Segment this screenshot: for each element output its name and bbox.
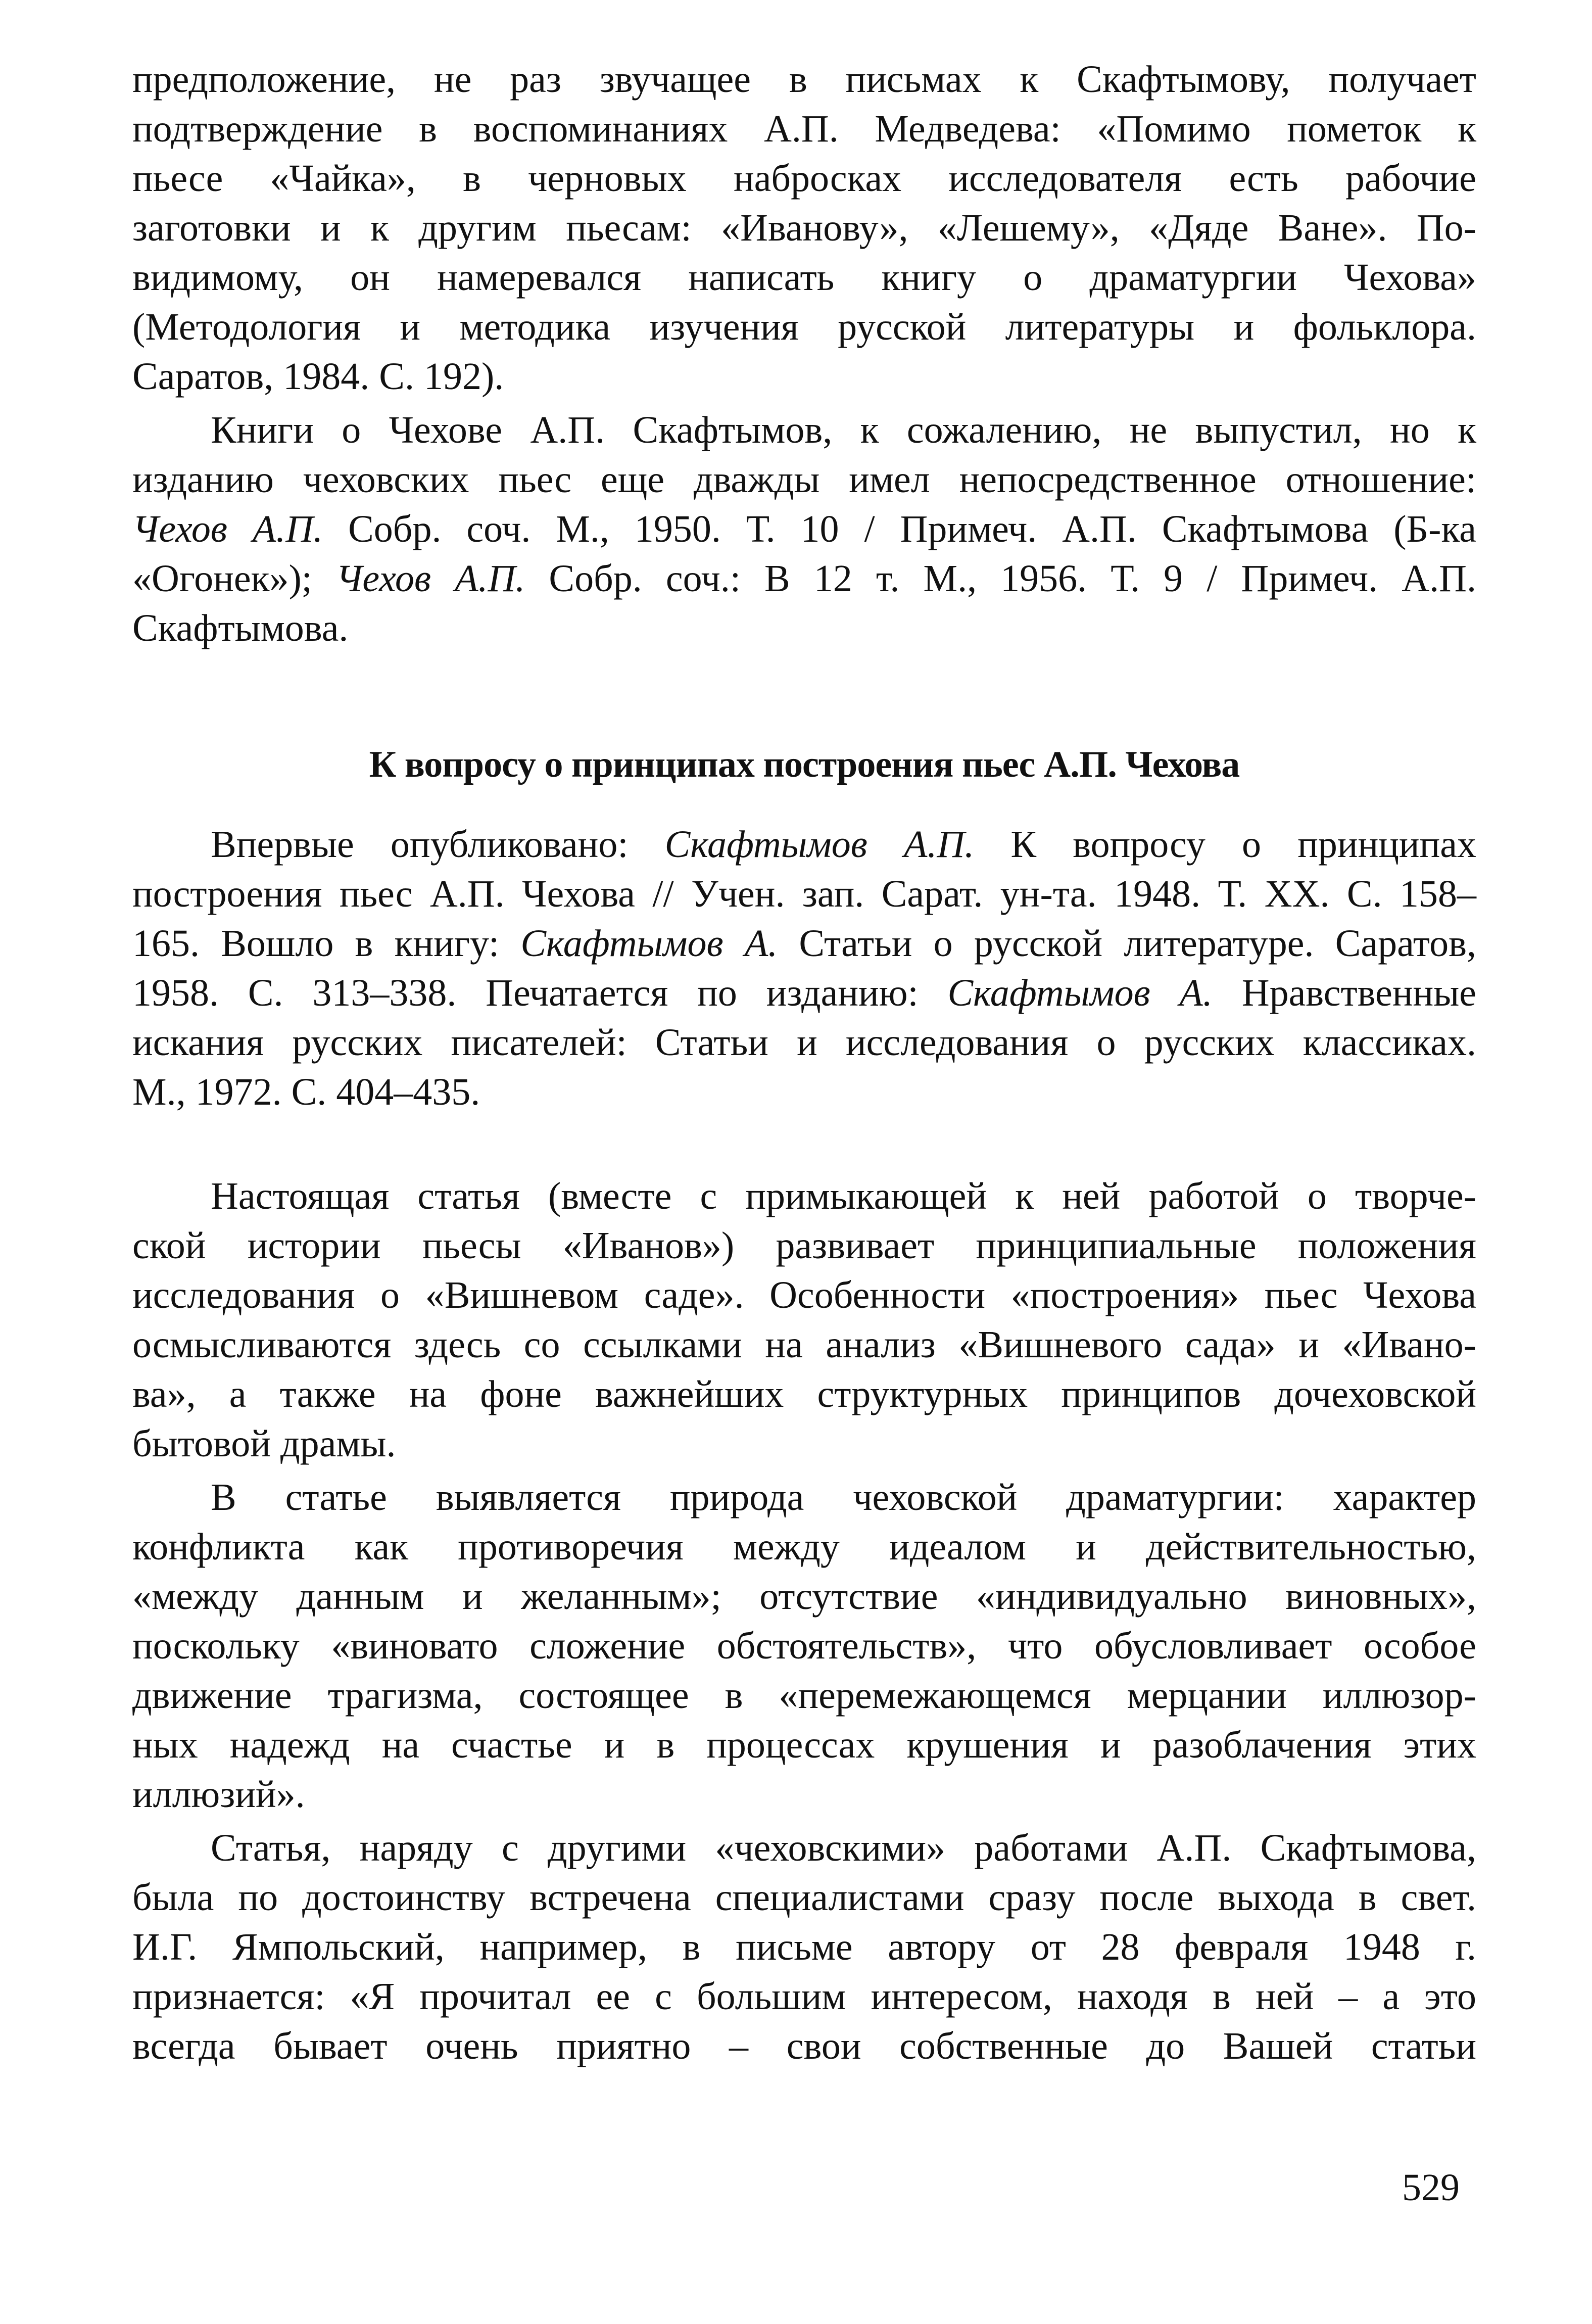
text-line: Настоящая статья (вместе с примыкающей к ней работой о творче- — [211, 1175, 1476, 1217]
text-line: признается: «Я прочитал ее с большим интересом, находя в ней – а это — [132, 1975, 1476, 2018]
text-line: пьесе «Чайка», в черновых набросках исследователя есть рабочие — [132, 157, 1476, 200]
text-line: конфликта как противоречия между идеалом и действительностью, — [132, 1526, 1476, 1568]
paragraph-dramaturgy-nature — [132, 1473, 1476, 1819]
text-line: (Методология и методика изучения русской литературы и фольклора. — [132, 306, 1476, 348]
italic-author: Скафтымов А. — [947, 972, 1213, 1014]
text-line: ской истории пьесы «Иванов») развивает принципиальные положения — [132, 1224, 1476, 1267]
page-body — [132, 55, 1476, 2071]
text-line: исследования о «Вишневом саде». Особенности «построения» пьес Чехова — [132, 1274, 1476, 1316]
italic-author: Чехов А.П. — [336, 557, 525, 600]
text-line: Чехов А.П. Собр. соч. М., 1950. Т. 10 / Примеч. А.П. Скафтымова (Б-ка — [132, 508, 1476, 550]
section-heading: К вопросу о принципах построения пьес А.П. Чехова — [369, 744, 1240, 785]
text-line: заготовки и к другим пьесам: «Иванову», «Лешему», «Дяде Ване». По- — [132, 207, 1476, 249]
paragraph-reception — [132, 1823, 1476, 2071]
text-line: В статье выявляется природа чеховской драматургии: характер — [211, 1476, 1476, 1519]
page-number: 529 — [1402, 2166, 1460, 2209]
text-line: Впервые опубликовано: Скафтымов А.П. К вопросу о принципах — [211, 823, 1476, 866]
text-line: Статья, наряду с другими «чеховскими» работами А.П. Скафтымова, — [211, 1827, 1476, 1869]
text-line: искания русских писателей: Статьи и исследования о русских классиках. — [132, 1021, 1476, 1064]
italic-author: Скафтымов А.П. — [664, 823, 975, 866]
text-line: Саратов, 1984. С. 192). — [132, 355, 504, 398]
text-line: ных надежд на счастье и в процессах крушения и разоблачения этих — [132, 1724, 1476, 1766]
text-line: подтверждение в воспоминаниях А.П. Медведева: «Помимо пометок к — [132, 108, 1476, 150]
italic-author: Скафтымов А. — [520, 922, 778, 965]
text-line: М., 1972. С. 404–435. — [132, 1071, 480, 1113]
text-line: 1958. С. 313–338. Печатается по изданию: Скафтымов А. Нравственные — [132, 972, 1477, 1014]
text-line: изданию чеховских пьес еще дважды имел непосредственное отношение: — [132, 458, 1476, 501]
text-line: была по достоинству встречена специалистами сразу после выхода в свет. — [132, 1876, 1476, 1919]
text-line: предположение, не раз звучащее в письмах к Скафтымову, получает — [132, 58, 1476, 101]
text-line: осмысливаются здесь со ссылками на анализ «Вишневого сада» и «Ивано- — [132, 1323, 1476, 1366]
italic-author: Чехов А.П. — [132, 508, 323, 550]
text-line: видимому, он намеревался написать книгу о драматургии Чехова» — [132, 256, 1476, 299]
text-line: «Огонек»); Чехов А.П. Собр. соч.: В 12 т. М., 1956. Т. 9 / Примеч. А.П. — [132, 557, 1477, 600]
text-line: иллюзий». — [132, 1773, 305, 1816]
text-line: построения пьес А.П. Чехова // Учен. зап. Сарат. ун-та. 1948. Т. XX. С. 158– — [132, 873, 1476, 915]
paragraph-continuation — [132, 55, 1476, 401]
paragraph-chekhov-books — [132, 405, 1476, 653]
paragraph-publication-info — [132, 820, 1476, 1117]
text-line: «между данным и желанным»; отсутствие «индивидуально виновных», — [132, 1575, 1476, 1618]
text-line: Книги о Чехове А.П. Скафтымов, к сожалению, не выпустил, но к — [211, 409, 1476, 451]
text-line: И.Г. Ямпольский, например, в письме автору от 28 февраля 1948 г. — [132, 1926, 1476, 1968]
text-line: 165. Вошло в книгу: Скафтымов А. Статьи о русской литературе. Саратов, — [132, 922, 1476, 965]
text-line: бытовой драмы. — [132, 1422, 396, 1465]
text-line: поскольку «виновато сложение обстоятельств», что обусловливает особое — [132, 1625, 1476, 1667]
text-line: ва», а также на фоне важнейших структурных принципов дочеховской — [132, 1373, 1476, 1415]
text-line: всегда бывает очень приятно – свои собственные до Вашей статьи — [132, 2025, 1476, 2067]
text-line: Скафтымова. — [132, 607, 349, 649]
paragraph-article-summary — [132, 1171, 1476, 1468]
text-line: движение трагизма, состоящее в «перемежающемся мерцании иллюзор- — [132, 1674, 1476, 1717]
